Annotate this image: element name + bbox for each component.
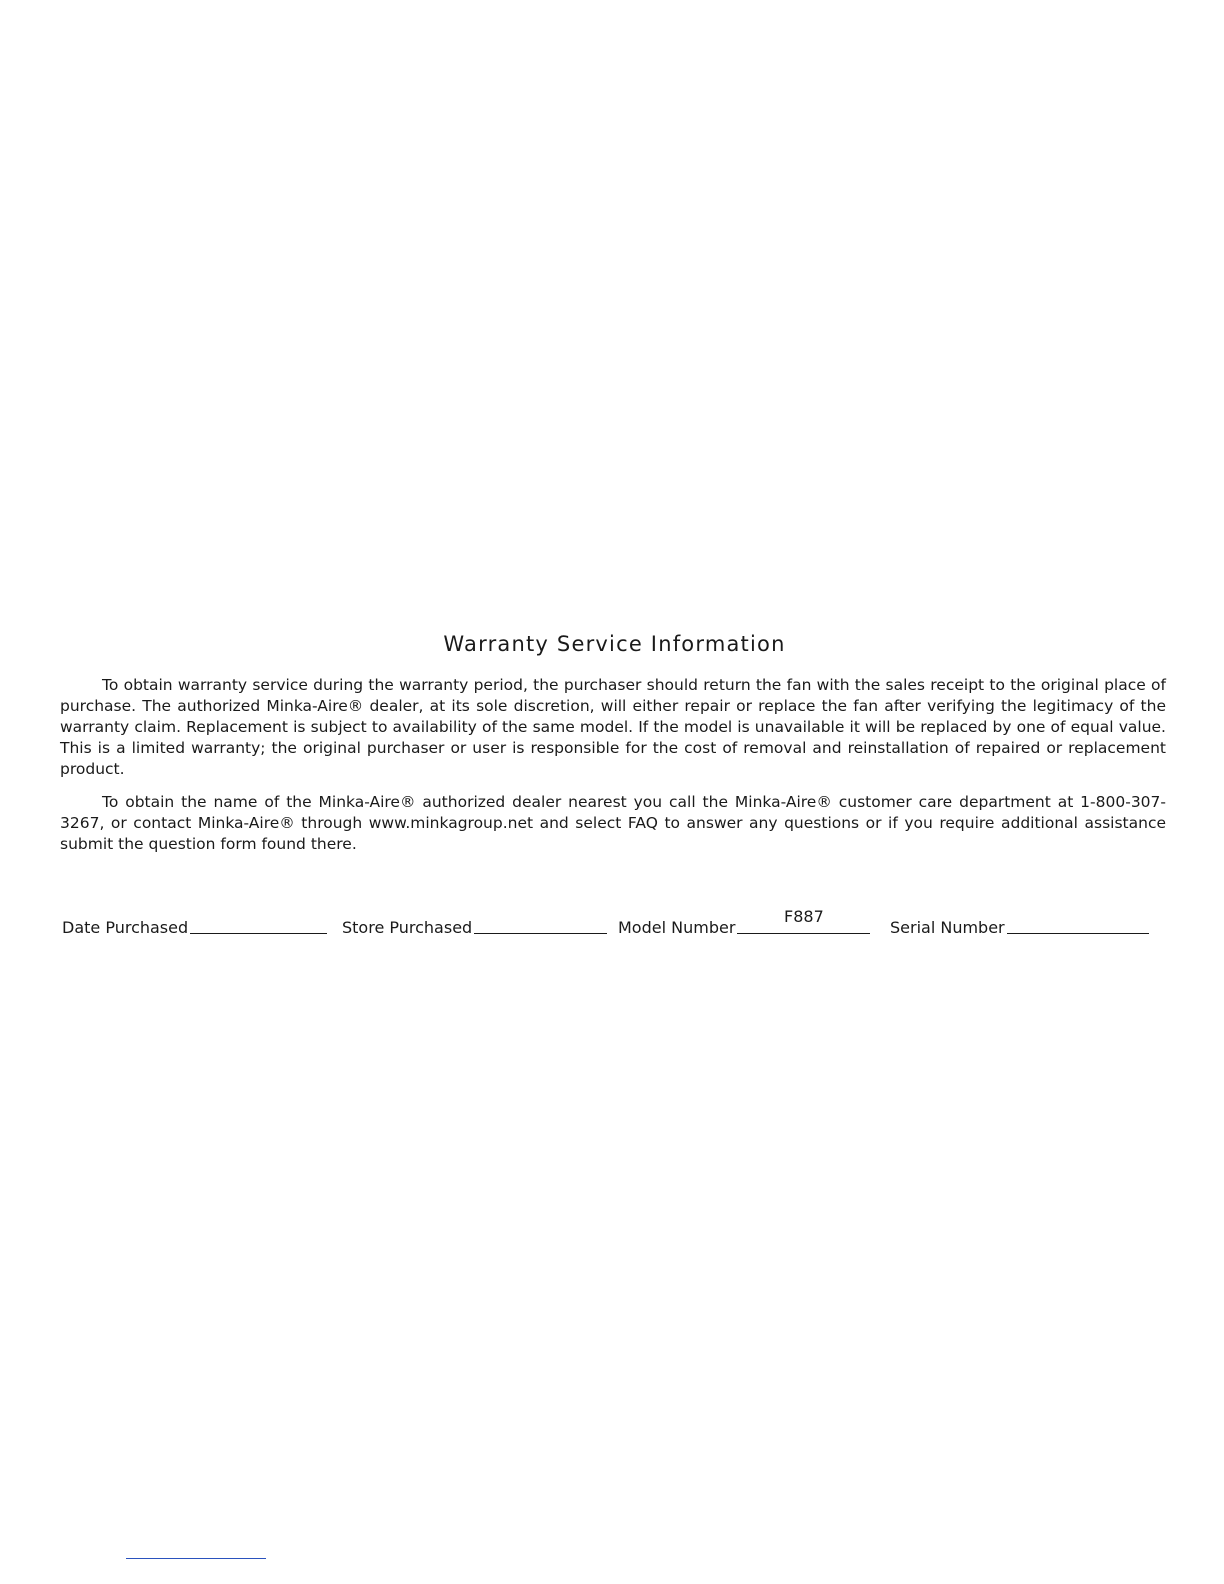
- serial-number-input[interactable]: [1007, 911, 1149, 934]
- store-purchased-label: Store Purchased: [342, 918, 473, 937]
- model-number-input[interactable]: [737, 907, 870, 934]
- model-number-label: Model Number: [618, 918, 736, 937]
- store-purchased-input[interactable]: [474, 911, 607, 934]
- serial-number-field: [890, 912, 1149, 938]
- store-purchased-field: [342, 912, 607, 938]
- model-number-value: F887: [784, 907, 824, 926]
- model-number-field: [618, 907, 870, 938]
- date-purchased-field: [62, 912, 327, 938]
- dealer-contact-paragraph: To obtain the name of the Minka-Aire® authorized dealer nearest you call the Minka-Aire® customer care department at 1-800-307-3267, or contact Minka-Aire® through www.minkagroup.net and select FAQ to answer any questions or if you require additional assistance submit the question form found there.: [60, 793, 1166, 853]
- purchase-info-form: [0, 907, 1224, 942]
- footer-divider: [126, 1558, 266, 1559]
- warranty-paragraph: To obtain warranty service during the warranty period, the purchaser should return the fan with the sales receipt to the original place of purchase. The authorized Minka-Aire® dealer, at its sole discretion, will either repair or replace the fan after verifying the legitimacy of the warranty claim. Replacement is subject to availability of the same model. If the model is unavailable it will be replaced by one of equal value. This is a limited warranty; the original purchaser or user is responsible for the cost of removal and reinstallation of repaired or replacement product.: [60, 676, 1166, 778]
- date-purchased-input[interactable]: [190, 911, 327, 934]
- serial-number-label: Serial Number: [890, 918, 1005, 937]
- date-purchased-label: Date Purchased: [62, 918, 189, 937]
- page-title: Warranty Service Information: [443, 632, 786, 656]
